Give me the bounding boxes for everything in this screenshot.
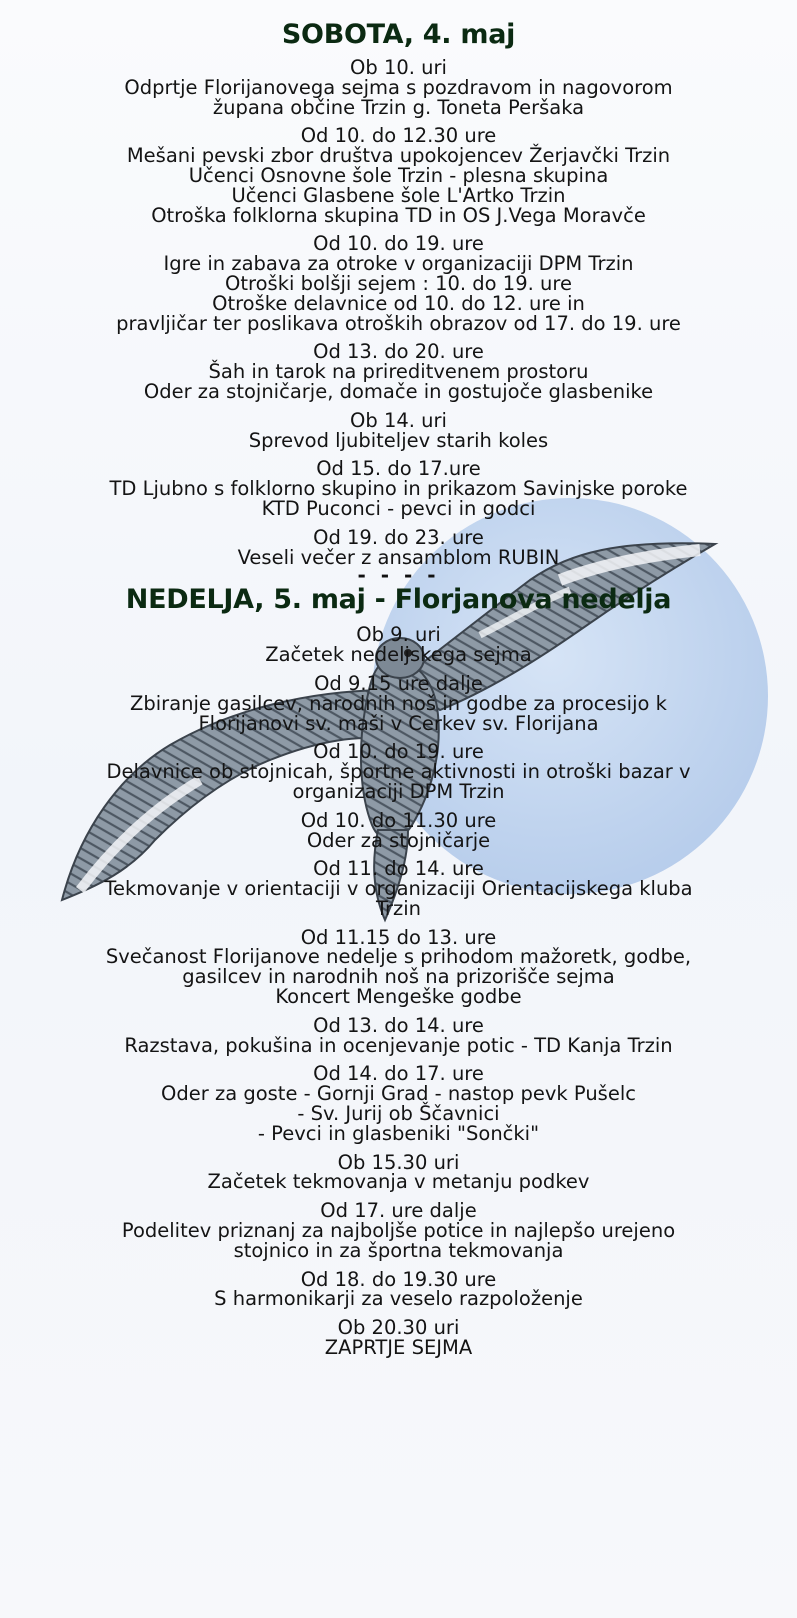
event-time: Od 10. do 19. ure [313,740,484,764]
event-line: Podelitev priznanj za najboljše potice in najlepšo urejeno [121,1219,676,1243]
event-line: Delavnice ob stojnicah, športne aktivnosti in otroški bazar v [106,760,691,784]
event-line: Otroški bolšji sejem : 10. do 19. ure [225,271,572,295]
event-time: Od 18. do 19.30 ure [300,1267,497,1291]
event-line: - Pevci in glasbeniki "Sončki" [257,1121,540,1145]
event-block [0,808,797,852]
event-line: Oder za goste - Gornji Grad - nastop pevk Pušelc [161,1082,636,1106]
event-time: Od 15. do 17.ure [316,457,481,481]
event-line: Florijanovi sv. maši v Cerkev sv. Florijana [198,711,599,735]
event-block [0,1267,797,1311]
event-block [0,1013,797,1057]
event-time: Od 14. do 17. ure [313,1062,484,1086]
event-block [0,925,797,1009]
event-line: gasilcev in narodnih noš na prizorišče sejma [182,965,615,989]
event-block [0,625,797,665]
event-line: Otroška folklorna skupina TD in OS J.Vega Moravče [151,203,646,227]
event-line: Svečanost Florijanove nedelje s prihodom mažoretk, godbe, [105,945,692,969]
event-line: Razstava, pokušina in ocenjevanje potic - TD Kanja Trzin [124,1033,673,1057]
event-time: Ob 15.30 uri [337,1150,460,1174]
event-line: Koncert Mengeške godbe [275,985,522,1009]
event-line: Oder za stojničarje, domače in gostujoče glasbenike [143,379,654,403]
event-line: Mešani pevski zbor društva upokojencev Žerjavčki Trzin [126,144,671,168]
event-line: Odprtje Florijanovega sejma s pozdravom in nagovorom [124,75,673,99]
event-line: ZAPRTJE SEJMA [324,1336,473,1360]
event-line: Trzin [375,896,422,920]
day-separator: - - - - [357,563,440,588]
event-line: Oder za stojničarje [306,828,491,852]
event-line: Zbiranje gasilcev, narodnih noš in godbe za procesijo k [130,691,667,715]
event-time: Ob 20.30 uri [337,1316,460,1340]
event-time: Od 19. do 23. ure [313,525,484,549]
event-block [0,408,797,452]
event-block [0,126,797,225]
event-line: Začetek tekmovanja v metanju podkev [207,1170,590,1194]
event-line: Tekmovanje v orientaciji v organizaciji Orientacijskega kluba [104,877,693,901]
event-block [0,671,797,735]
event-line: S harmonikarji za veselo razpoloženje [214,1287,583,1311]
event-block [0,1201,797,1260]
program-content [0,18,797,1367]
event-block [0,459,797,518]
event-line: Učenci Glasbene šole L'Artko Trzin [231,183,566,207]
event-block [0,859,797,918]
event-line: KTD Puconci - pevci in godci [261,496,536,520]
event-time: Ob 14. uri [350,408,447,432]
event-line: Otroške delavnice od 10. do 12. ure in [212,291,585,315]
event-time: Ob 10. uri [350,56,447,79]
event-block [0,342,797,401]
event-line: TD Ljubno s folklorno skupino in prikazom Savinjske poroke [109,477,688,501]
event-time: Od 10. do 19. ure [313,232,484,256]
event-block [0,58,797,117]
event-time: Od 10. do 11.30 ure [300,808,497,832]
event-time: Od 11.15 do 13. ure [300,925,497,949]
event-time: Od 9.15 ure dalje [314,671,483,695]
event-block [0,1150,797,1194]
event-time: Od 17. ure dalje [320,1199,477,1223]
event-block [0,742,797,801]
event-time: Od 10. do 12.30 ure [300,124,497,148]
event-time: Ob 9. uri [356,623,441,647]
event-line: Igre in zabava za otroke v organizaciji DPM Trzin [163,252,634,276]
event-time: Od 11. do 14. ure [313,857,484,881]
event-line: Učenci Osnovne šole Trzin - plesna skupina [188,163,609,187]
event-line: župana občine Trzin g. Toneta Peršaka [212,95,585,119]
saturday-title: SOBOTA, 4. maj [281,19,516,50]
event-block [0,234,797,333]
event-line: Začetek nedeljskega sejma [265,643,532,667]
event-time: Od 13. do 20. ure [313,340,484,364]
event-block [0,525,797,569]
event-line: Sprevod ljubiteljev starih koles [248,428,549,452]
event-line: pravljičar ter poslikava otroških obrazov od 17. do 19. ure [116,311,681,335]
event-line: organizaciji DPM Trzin [292,779,505,803]
event-time: Od 13. do 14. ure [313,1013,484,1037]
event-block [0,1064,797,1143]
event-line: Veseli večer z ansamblom RUBIN [237,545,560,569]
event-block [0,1318,797,1358]
event-line: - Sv. Jurij ob Ščavnici [297,1102,500,1126]
event-line: Šah in tarok na prireditvenem prostoru [208,360,589,384]
event-line: stojnico in za športna tekmovanja [233,1238,564,1262]
sunday-title: NEDELJA, 5. maj - Florjanova nedelja [125,584,672,616]
